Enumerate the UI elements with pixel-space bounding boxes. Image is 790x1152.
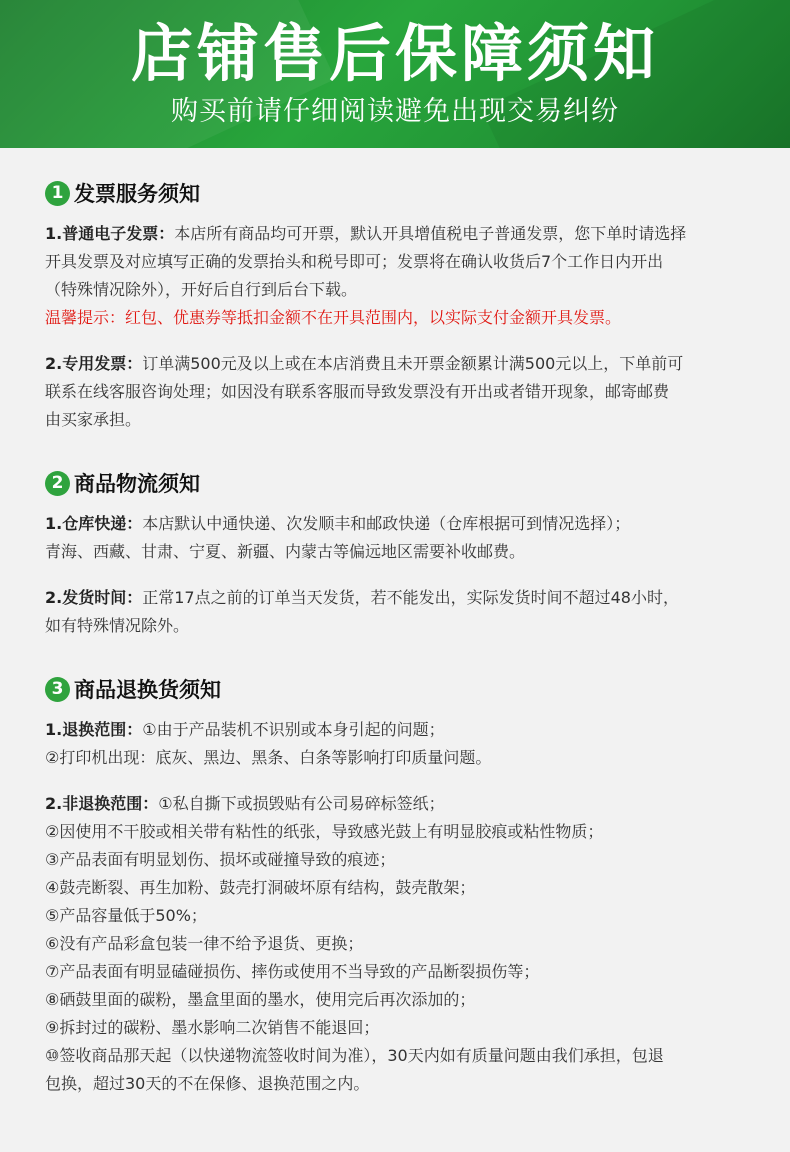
text-line: 开具发票及对应填写正确的发票抬头和税号即可；发票将在确认收货后7个工作日内开出 bbox=[45, 252, 664, 271]
list-item: ⑩签收商品那天起（以快递物流签收时间为准），30天内如有质量问题由我们承担，包退 bbox=[45, 1046, 664, 1065]
section-title: 发票服务须知 bbox=[74, 182, 200, 206]
text-line bbox=[45, 584, 750, 612]
item-text: 正常17点之前的订单当天发货，若不能发出，实际发货时间不超过48小时， bbox=[142, 588, 679, 607]
item-label: 2.发货时间： bbox=[45, 588, 143, 607]
text-line bbox=[45, 220, 750, 248]
item-text: 本店所有商品均可开票，默认开具增值税电子普通发票，您下单时请选择 bbox=[174, 224, 687, 243]
paragraph-non-return-scope bbox=[45, 790, 750, 1098]
list-item: ③产品表面有明显划伤、损坏或碰撞导致的痕迹； bbox=[45, 850, 396, 869]
text-line: 由买家承担。 bbox=[45, 410, 142, 429]
section-header bbox=[45, 178, 750, 208]
item-text: 本店默认中通快递、次发顺丰和邮政快递（仓库根据可到情况选择）； bbox=[142, 514, 631, 533]
list-item: ⑨拆封过的碳粉、墨水影响二次销售不能退回； bbox=[45, 1018, 380, 1037]
content bbox=[0, 148, 790, 1098]
text-line bbox=[45, 350, 750, 378]
text-line: 青海、西藏、甘肃、宁夏、新疆、内蒙古等偏远地区需要补收邮费。 bbox=[45, 542, 526, 561]
item-text: ①由于产品装机不识别或本身引起的问题； bbox=[142, 720, 445, 739]
section-invoice bbox=[45, 178, 750, 434]
header-banner bbox=[0, 0, 790, 148]
list-item bbox=[45, 790, 750, 818]
section-header bbox=[45, 674, 750, 704]
item-text: 订单满500元及以上或在本店消费且未开票金额累计满500元以上，下单前可 bbox=[142, 354, 684, 373]
text-line: 联系在线客服咨询处理；如因没有联系客服而导致发票没有开出或者错开现象，邮寄邮费 bbox=[45, 382, 670, 401]
item-label: 1.普通电子发票： bbox=[45, 224, 175, 243]
warning-text: 温馨提示：红包、优惠券等抵扣金额不在开具范围内，以实际支付金额开具发票。 bbox=[45, 308, 622, 327]
item-label: 2.专用发票： bbox=[45, 354, 143, 373]
list-item: ②因使用不干胶或相关带有粘性的纸张，导致感光鼓上有明显胶痕或粘性物质； bbox=[45, 822, 604, 841]
section-title: 商品物流须知 bbox=[74, 472, 200, 496]
item-text: ①私自撕下或损毁贴有公司易碎标签纸； bbox=[158, 794, 445, 813]
list-item: ⑥没有产品彩盒包装一律不给予退货、更换； bbox=[45, 934, 364, 953]
list-item: ⑤产品容量低于50%； bbox=[45, 906, 207, 925]
number-3-icon: 3 bbox=[45, 677, 70, 702]
section-returns bbox=[45, 674, 750, 1098]
section-title: 商品退换货须知 bbox=[74, 678, 221, 702]
section-header bbox=[45, 468, 750, 498]
paragraph-special-invoice bbox=[45, 350, 750, 434]
list-item: ⑧硒鼓里面的碳粉，墨盒里面的墨水，使用完后再次添加的； bbox=[45, 990, 476, 1009]
item-label: 1.仓库快递： bbox=[45, 514, 143, 533]
number-1-icon: 1 bbox=[45, 181, 70, 206]
page-title: 店铺售后保障须知 bbox=[130, 17, 659, 90]
page-subtitle: 购买前请仔细阅读避免出现交易纠纷 bbox=[171, 96, 619, 127]
list-item: ⑦产品表面有明显磕碰损伤、摔伤或使用不当导致的产品断裂损伤等； bbox=[45, 962, 540, 981]
item-label: 2.非退换范围： bbox=[45, 794, 159, 813]
text-line bbox=[45, 510, 750, 538]
number-2-icon: 2 bbox=[45, 471, 70, 496]
paragraph-warehouse-express bbox=[45, 510, 750, 566]
text-line: （特殊情况除外），开好后自行到后台下载。 bbox=[45, 280, 358, 299]
list-item: ④鼓壳断裂、再生加粉、鼓壳打洞破坏原有结构，鼓壳散架； bbox=[45, 878, 476, 897]
text-line: 如有特殊情况除外。 bbox=[45, 616, 190, 635]
item-label: 1.退换范围： bbox=[45, 720, 143, 739]
text-line: ②打印机出现：底灰、黑边、黑条、白条等影响打印质量问题。 bbox=[45, 748, 492, 767]
section-logistics bbox=[45, 468, 750, 640]
paragraph-return-scope bbox=[45, 716, 750, 772]
paragraph-shipping-time bbox=[45, 584, 750, 640]
paragraph-normal-invoice bbox=[45, 220, 750, 332]
list-item: 包换，超过30天的不在保修、退换范围之内。 bbox=[45, 1074, 370, 1093]
text-line bbox=[45, 716, 750, 744]
